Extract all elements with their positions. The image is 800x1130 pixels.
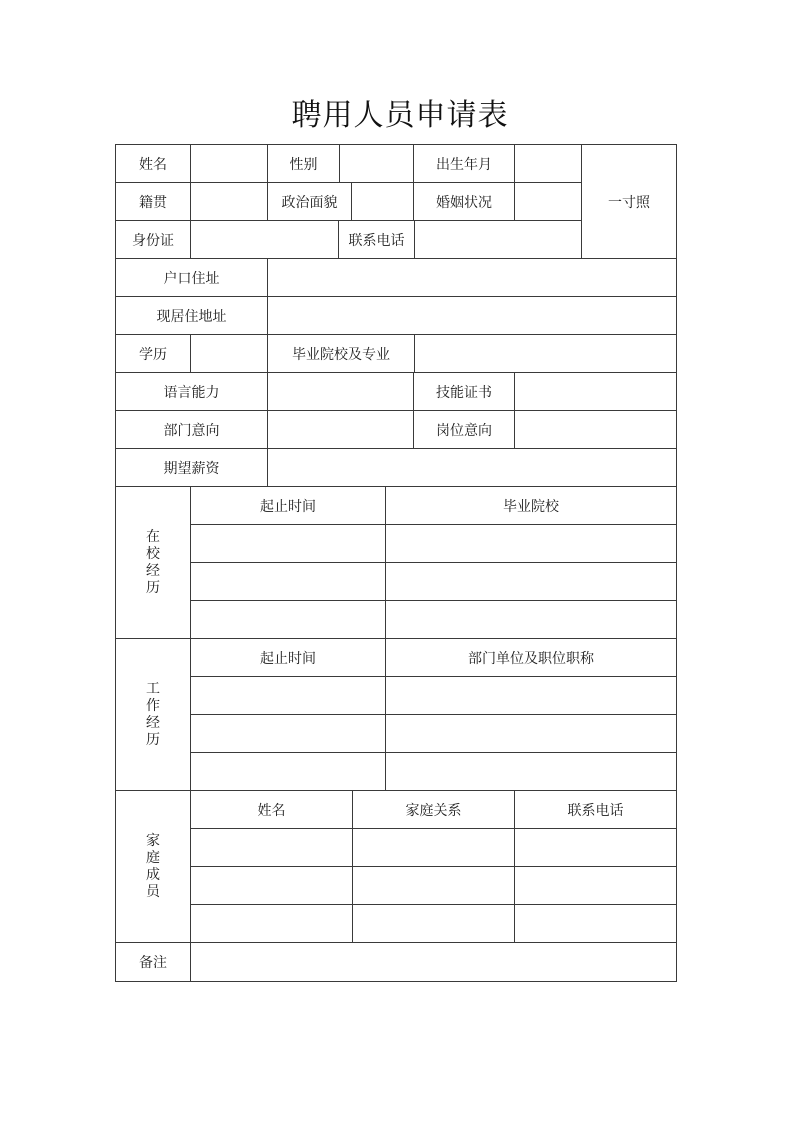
school-row-school[interactable] — [385, 562, 677, 601]
label-language: 语言能力 — [115, 372, 268, 411]
field-address[interactable] — [267, 296, 677, 335]
family-row-name[interactable] — [190, 828, 353, 867]
label-address: 现居住地址 — [115, 296, 268, 335]
family-header-name: 姓名 — [190, 790, 353, 829]
school-row-period[interactable] — [190, 600, 386, 639]
school-row-period[interactable] — [190, 524, 386, 563]
field-id-card[interactable] — [190, 220, 339, 259]
family-row-relation[interactable] — [352, 904, 515, 943]
label-school-major: 毕业院校及专业 — [267, 334, 415, 373]
label-remark: 备注 — [115, 942, 191, 982]
application-form — [116, 145, 677, 983]
field-marital[interactable] — [514, 182, 582, 221]
label-native: 籍贯 — [115, 182, 191, 221]
label-gender: 性别 — [267, 144, 340, 183]
page-title: 聘用人员申请表 — [291, 98, 509, 133]
work-row-period[interactable] — [190, 714, 386, 753]
label-post-intent: 岗位意向 — [413, 410, 515, 449]
section-school-label: 在 校 经 历 — [115, 486, 191, 639]
work-row-unit[interactable] — [385, 676, 677, 715]
family-row-phone[interactable] — [514, 866, 677, 905]
field-salary[interactable] — [267, 448, 677, 487]
label-political: 政治面貌 — [267, 182, 352, 221]
label-marital: 婚姻状况 — [413, 182, 515, 221]
work-row-unit[interactable] — [385, 752, 677, 791]
field-birth[interactable] — [514, 144, 582, 183]
section-work-label: 工 作 经 历 — [115, 638, 191, 791]
label-education: 学历 — [115, 334, 191, 373]
field-certificate[interactable] — [514, 372, 677, 411]
family-header-relation: 家庭关系 — [352, 790, 515, 829]
label-birth: 出生年月 — [413, 144, 515, 183]
label-salary: 期望薪资 — [115, 448, 268, 487]
school-row-school[interactable] — [385, 600, 677, 639]
family-row-relation[interactable] — [352, 828, 515, 867]
family-row-phone[interactable] — [514, 904, 677, 943]
field-language[interactable] — [267, 372, 414, 411]
field-education[interactable] — [190, 334, 268, 373]
field-remark[interactable] — [190, 942, 677, 982]
label-id-card: 身份证 — [115, 220, 191, 259]
field-name[interactable] — [190, 144, 268, 183]
work-row-period[interactable] — [190, 676, 386, 715]
field-political[interactable] — [351, 182, 414, 221]
work-row-unit[interactable] — [385, 714, 677, 753]
label-name: 姓名 — [115, 144, 191, 183]
label-certificate: 技能证书 — [413, 372, 515, 411]
photo-box[interactable]: 一寸照 — [581, 144, 677, 259]
family-header-phone: 联系电话 — [514, 790, 677, 829]
school-header-school: 毕业院校 — [385, 486, 677, 525]
label-hukou: 户口住址 — [115, 258, 268, 297]
field-gender[interactable] — [339, 144, 414, 183]
work-header-unit: 部门单位及职位职称 — [385, 638, 677, 677]
school-row-school[interactable] — [385, 524, 677, 563]
school-row-period[interactable] — [190, 562, 386, 601]
field-dept-intent[interactable] — [267, 410, 414, 449]
label-phone: 联系电话 — [338, 220, 415, 259]
field-post-intent[interactable] — [514, 410, 677, 449]
field-phone[interactable] — [414, 220, 582, 259]
field-hukou[interactable] — [267, 258, 677, 297]
family-row-name[interactable] — [190, 866, 353, 905]
section-family-label: 家 庭 成 员 — [115, 790, 191, 943]
family-row-name[interactable] — [190, 904, 353, 943]
field-school-major[interactable] — [414, 334, 677, 373]
field-native[interactable] — [190, 182, 268, 221]
label-dept-intent: 部门意向 — [115, 410, 268, 449]
school-header-period: 起止时间 — [190, 486, 386, 525]
work-row-period[interactable] — [190, 752, 386, 791]
work-header-period: 起止时间 — [190, 638, 386, 677]
family-row-phone[interactable] — [514, 828, 677, 867]
family-row-relation[interactable] — [352, 866, 515, 905]
